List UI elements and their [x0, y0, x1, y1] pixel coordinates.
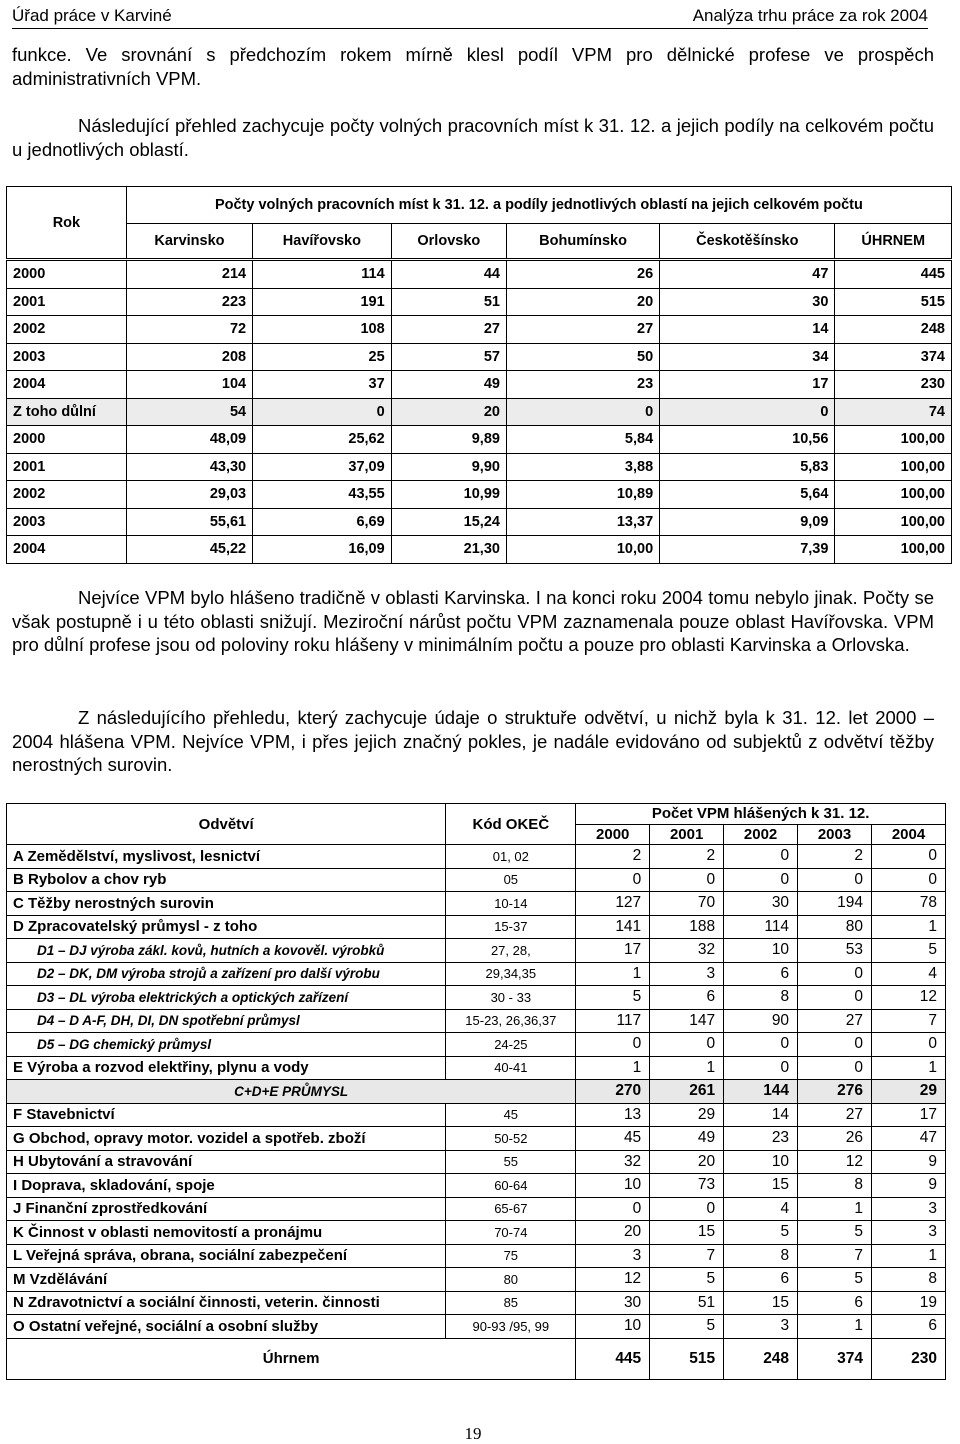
table2-value: 26: [798, 1127, 872, 1151]
table2-value: 1: [650, 1056, 724, 1080]
table1-count-cell: 191: [253, 288, 392, 316]
table1-count-cell: 248: [835, 316, 952, 344]
table2-value: 12: [872, 986, 946, 1010]
table2-sector-name: O Ostatní veřejné, sociální a osobní služby: [7, 1315, 446, 1339]
table2-total-value: 445: [576, 1338, 650, 1379]
table1-share-cell: 15,24: [391, 508, 506, 536]
table1-count-cell: 14: [660, 316, 835, 344]
table1-count-cell: 50: [506, 343, 659, 371]
table2-value: 6: [650, 986, 724, 1010]
table2-odvetvi-header: Odvětví: [7, 804, 446, 845]
table1-share-cell: 6,69: [253, 508, 392, 536]
table2-value: 12: [798, 1150, 872, 1174]
table1-share-cell: 5,83: [660, 453, 835, 481]
table2-value: 45: [576, 1127, 650, 1151]
table2-sector-name: D2 – DK, DM výroba strojů a zařízení pro další výrobu: [7, 962, 446, 986]
table1-share-cell: 55,61: [126, 508, 252, 536]
table2-value: 0: [724, 845, 798, 869]
table2-value: 3: [724, 1315, 798, 1339]
table2-value: 10: [724, 939, 798, 963]
table2-sector-name: D5 – DG chemický průmysl: [7, 1033, 446, 1057]
table2-value: 3: [650, 962, 724, 986]
table2-value: 2: [798, 845, 872, 869]
table1-share-year: 2002: [7, 481, 127, 509]
table2-value: 2: [576, 845, 650, 869]
table2-sector-name: D4 – D A-F, DH, DI, DN spotřební průmysl: [7, 1009, 446, 1033]
table1-count-cell: 49: [391, 371, 506, 399]
table1-share-year: 2000: [7, 426, 127, 454]
table2-value: 29: [650, 1103, 724, 1127]
table2-row: [7, 1315, 946, 1339]
table2-sector-name: D Zpracovatelský průmysl - z toho: [7, 915, 446, 939]
table1-share-row: [7, 453, 952, 481]
table2-total-value: 230: [872, 1338, 946, 1379]
table2-value: 20: [576, 1221, 650, 1245]
table1-count-year: 2003: [7, 343, 127, 371]
table2-sector-name: J Finanční zprostředkování: [7, 1197, 446, 1221]
table2-value: 0: [576, 868, 650, 892]
table2-value: 5: [650, 1268, 724, 1292]
table1-count-cell: 515: [835, 288, 952, 316]
table1-count-cell: 27: [506, 316, 659, 344]
table2-year-header: 2001: [650, 824, 724, 845]
table1-count-cell: 214: [126, 261, 252, 289]
table2-row: [7, 1221, 946, 1245]
table2-value: 5: [798, 1268, 872, 1292]
table1-count-cell: 208: [126, 343, 252, 371]
table2-header-row: [7, 804, 946, 825]
table2-value: 1: [576, 962, 650, 986]
table2-value: 0: [798, 1056, 872, 1080]
header-report-title: Analýza trhu práce za rok 2004: [692, 6, 928, 25]
table2-value: 5: [576, 986, 650, 1010]
table2-value: 141: [576, 915, 650, 939]
table2-value: 1: [872, 915, 946, 939]
table1-count-row: [7, 288, 952, 316]
table1-count-cell: 37: [253, 371, 392, 399]
table2-value: 0: [650, 868, 724, 892]
table2-total-row: [7, 1338, 946, 1379]
table2-value: 6: [724, 962, 798, 986]
table2-sector-name: G Obchod, opravy motor. vozidel a spotřeb. zboží: [7, 1127, 446, 1151]
table1-share-cell: 5,64: [660, 481, 835, 509]
table1-share-cell: 45,22: [126, 536, 252, 564]
table2-sector-name: M Vzdělávání: [7, 1268, 446, 1292]
table2-total-value: 515: [650, 1338, 724, 1379]
table2-value: 270: [576, 1080, 650, 1104]
table1-count-cell: 54: [126, 398, 252, 426]
paragraph-sectors-summary: Z následujícího přehledu, který zachycuje údaje o struktuře odvětví, u nichž byla k 31. 12. let 2000 – 2004 hlášena VPM. Nejvíce VPM, i přes jejich značný pokles, je nadále evidováno od subjektů z odvětví těžby nerostných surovin.: [12, 707, 934, 775]
table2-row: [7, 892, 946, 916]
table2-value: 15: [650, 1221, 724, 1245]
table2-okec-code: 55: [446, 1150, 576, 1174]
table2-sector-name: E Výroba a rozvod elektřiny, plynu a vody: [7, 1056, 446, 1080]
table2-value: 80: [798, 915, 872, 939]
table2-row: [7, 1009, 946, 1033]
table1-share-year: 2003: [7, 508, 127, 536]
table2-sector-name: I Doprava, skladování, spoje: [7, 1174, 446, 1198]
page-number: 19: [464, 1424, 482, 1443]
table1-count-row: [7, 343, 952, 371]
table1-column-header: Havířovsko: [253, 224, 392, 259]
table2-value: 20: [650, 1150, 724, 1174]
table2-total-value: 374: [798, 1338, 872, 1379]
table2-value: 29: [872, 1080, 946, 1104]
table2-value: 5: [724, 1221, 798, 1245]
table2-value: 9: [872, 1174, 946, 1198]
table2-value: 5: [650, 1315, 724, 1339]
table2-value: 4: [872, 962, 946, 986]
table2-value: 2: [650, 845, 724, 869]
table2-value: 70: [650, 892, 724, 916]
header-office: Úřad práce v Karviné: [12, 6, 172, 25]
table1-share-cell: 100,00: [835, 453, 952, 481]
table2-value: 188: [650, 915, 724, 939]
table2-value: 0: [872, 868, 946, 892]
table1-share-cell: 25,62: [253, 426, 392, 454]
table2-okec-code: 40-41: [446, 1056, 576, 1080]
table1-share-year: 2004: [7, 536, 127, 564]
table2-pocet-header: Počet VPM hlášených k 31. 12.: [576, 804, 946, 825]
table2-total-label: Úhrnem: [7, 1338, 576, 1379]
table2-sector-name: N Zdravotnictví a sociální činnosti, veterin. činnosti: [7, 1291, 446, 1315]
table2-okec-code: 01, 02: [446, 845, 576, 869]
table1-share-year: 2001: [7, 453, 127, 481]
table1-share-row: [7, 536, 952, 564]
table2-okec-code: 90-93 /95, 99: [446, 1315, 576, 1339]
table2-value: 144: [724, 1080, 798, 1104]
table1-rok-header: Rok: [7, 187, 127, 259]
table2-value: 114: [724, 915, 798, 939]
table1-share-cell: 9,90: [391, 453, 506, 481]
table1-count-cell: 25: [253, 343, 392, 371]
table2-value: 8: [724, 1244, 798, 1268]
table2-value: 3: [576, 1244, 650, 1268]
table2-value: 0: [872, 845, 946, 869]
table2-value: 5: [872, 939, 946, 963]
table2-okec-code: 29,34,35: [446, 962, 576, 986]
table2-value: 30: [724, 892, 798, 916]
table1-count-cell: 445: [835, 261, 952, 289]
table2-row: [7, 1103, 946, 1127]
table2-value: 3: [872, 1221, 946, 1245]
table2-value: 5: [798, 1221, 872, 1245]
table2-sector-name: F Stavebnictví: [7, 1103, 446, 1127]
table2-okec-code: 15-23, 26,36,37: [446, 1009, 576, 1033]
table1-count-cell: 223: [126, 288, 252, 316]
table1-count-cell: 0: [253, 398, 392, 426]
table1-count-cell: 17: [660, 371, 835, 399]
table2-value: 0: [798, 1033, 872, 1057]
table2-sector-name: C Těžby nerostných surovin: [7, 892, 446, 916]
table2-okec-code: 45: [446, 1103, 576, 1127]
table1-share-cell: 10,99: [391, 481, 506, 509]
table2-value: 1: [798, 1315, 872, 1339]
table2-value: 0: [650, 1033, 724, 1057]
table2-value: 0: [576, 1197, 650, 1221]
table1-share-cell: 100,00: [835, 536, 952, 564]
table1-share-cell: 3,88: [506, 453, 659, 481]
table2-value: 49: [650, 1127, 724, 1151]
table2-value: 51: [650, 1291, 724, 1315]
table1-share-cell: 29,03: [126, 481, 252, 509]
table2-value: 15: [724, 1174, 798, 1198]
table2-row: [7, 1056, 946, 1080]
table2-value: 90: [724, 1009, 798, 1033]
table1-share-row: [7, 508, 952, 536]
table2-sector-name: D1 – DJ výroba zákl. kovů, hutních a kovověl. výrobků: [7, 939, 446, 963]
table2-value: 3: [872, 1197, 946, 1221]
table2-sector-name: C+D+E PRŮMYSL: [7, 1080, 576, 1104]
table2-row: [7, 1127, 946, 1151]
table2-value: 1: [798, 1197, 872, 1221]
table2-row: [7, 1244, 946, 1268]
table2-row: [7, 962, 946, 986]
table2-year-header: 2004: [872, 824, 946, 845]
table1-title-row: [7, 187, 952, 224]
table1-count-row: [7, 261, 952, 289]
table2-value: 32: [650, 939, 724, 963]
table2-okec-code: 80: [446, 1268, 576, 1292]
table2-value: 1: [872, 1056, 946, 1080]
table2-value: 194: [798, 892, 872, 916]
table1-share-cell: 7,39: [660, 536, 835, 564]
table2-okec-code: 10-14: [446, 892, 576, 916]
table2-year-header: 2003: [798, 824, 872, 845]
table2-value: 19: [872, 1291, 946, 1315]
table2-value: 10: [576, 1315, 650, 1339]
table2-row: [7, 1268, 946, 1292]
table1-count-cell: 47: [660, 261, 835, 289]
table1-share-cell: 100,00: [835, 481, 952, 509]
table2-value: 47: [872, 1127, 946, 1151]
table1-count-cell: 108: [253, 316, 392, 344]
table2-sector-name: K Činnost v oblasti nemovitostí a pronájmu: [7, 1221, 446, 1245]
table2-value: 10: [576, 1174, 650, 1198]
table1-count-cell: 51: [391, 288, 506, 316]
table2-row: [7, 1174, 946, 1198]
table1-count-cell: 72: [126, 316, 252, 344]
table1-title: Počty volných pracovních míst k 31. 12. a podíly jednotlivých oblastí na jejich celkovém počtu: [126, 187, 951, 224]
table2-row: [7, 868, 946, 892]
table2-value: 6: [798, 1291, 872, 1315]
table1-count-row: [7, 398, 952, 426]
paragraph-regions-summary: Nejvíce VPM bylo hlášeno tradičně v oblasti Karvinska. I na konci roku 2004 tomu nebylo jinak. Počty se však postupně i u této oblasti snižují. Meziroční nárůst počtu VPM zaznamenala pouze oblast Havířovska. VPM pro důlní profese jsou od poloviny roku hlášeny v minimálním počtu a pouze pro oblasti Karvinska a Orlovska.: [12, 587, 934, 655]
table2-okec-code: 60-64: [446, 1174, 576, 1198]
table1-count-cell: 74: [835, 398, 952, 426]
table2-sector-name: H Ubytování a stravování: [7, 1150, 446, 1174]
table1-count-cell: 114: [253, 261, 392, 289]
table1-count-cell: 0: [660, 398, 835, 426]
table1-share-cell: 43,30: [126, 453, 252, 481]
table1-count-cell: 57: [391, 343, 506, 371]
table2-okec-code: 27, 28,: [446, 939, 576, 963]
table1-count-cell: 44: [391, 261, 506, 289]
table1-share-cell: 9,89: [391, 426, 506, 454]
table1-count-cell: 34: [660, 343, 835, 371]
table2-value: 7: [872, 1009, 946, 1033]
table1-share-row: [7, 426, 952, 454]
table1-count-cell: 26: [506, 261, 659, 289]
table1-column-header: Karvinsko: [126, 224, 252, 259]
table2-value: 6: [872, 1315, 946, 1339]
page-header: [12, 4, 928, 29]
table2-row: [7, 1197, 946, 1221]
table1-count-year: 2004: [7, 371, 127, 399]
table2-row: [7, 915, 946, 939]
table2-value: 32: [576, 1150, 650, 1174]
table2-value: 276: [798, 1080, 872, 1104]
table2-okec-code: 24-25: [446, 1033, 576, 1057]
table2-value: 0: [724, 868, 798, 892]
table2-value: 53: [798, 939, 872, 963]
table1-count-year: Z toho důlní: [7, 398, 127, 426]
table1-share-cell: 13,37: [506, 508, 659, 536]
table2-sector-name: B Rybolov a chov ryb: [7, 868, 446, 892]
table1-column-header: Orlovsko: [391, 224, 506, 259]
table2-row: [7, 1033, 946, 1057]
table1-share-cell: 48,09: [126, 426, 252, 454]
table1-count-cell: 0: [506, 398, 659, 426]
table1-count-year: 2001: [7, 288, 127, 316]
table1-column-header: ÚHRNEM: [835, 224, 952, 259]
table2-value: 9: [872, 1150, 946, 1174]
table2-okec-code: 75: [446, 1244, 576, 1268]
table2-okec-code: 30 - 33: [446, 986, 576, 1010]
table1-count-cell: 27: [391, 316, 506, 344]
table1-count-cell: 20: [506, 288, 659, 316]
table2-value: 8: [724, 986, 798, 1010]
table2-year-header: 2002: [724, 824, 798, 845]
table2-value: 78: [872, 892, 946, 916]
table1-share-cell: 100,00: [835, 426, 952, 454]
table1-count-cell: 230: [835, 371, 952, 399]
table2-value: 27: [798, 1103, 872, 1127]
table2-value: 261: [650, 1080, 724, 1104]
table1-column-header: Bohumínsko: [506, 224, 659, 259]
table1-count-row: [7, 371, 952, 399]
table2-row: [7, 1080, 946, 1104]
table2-value: 0: [798, 868, 872, 892]
table1-count-year: 2000: [7, 261, 127, 289]
table2-total-value: 248: [724, 1338, 798, 1379]
table2-row: [7, 845, 946, 869]
table2-value: 7: [798, 1244, 872, 1268]
table2-sector-name: A Zemědělství, myslivost, lesnictví: [7, 845, 446, 869]
table2-value: 0: [798, 986, 872, 1010]
table2-value: 8: [798, 1174, 872, 1198]
table1-share-cell: 10,56: [660, 426, 835, 454]
table1-share-cell: 9,09: [660, 508, 835, 536]
table2-value: 17: [872, 1103, 946, 1127]
table2-value: 15: [724, 1291, 798, 1315]
paragraph-overview: Následující přehled zachycuje počty volných pracovních míst k 31. 12. a jejich podíly na celkovém počtu u jednotlivých oblastí.: [12, 115, 934, 160]
table1-share-cell: 100,00: [835, 508, 952, 536]
table1-share-cell: 16,09: [253, 536, 392, 564]
table2-value: 0: [724, 1033, 798, 1057]
table2-value: 0: [576, 1033, 650, 1057]
table2-year-header: 2000: [576, 824, 650, 845]
table2-value: 13: [576, 1103, 650, 1127]
table2-okec-code: 15-37: [446, 915, 576, 939]
table2-row: [7, 1291, 946, 1315]
table2-value: 1: [576, 1056, 650, 1080]
table2-value: 117: [576, 1009, 650, 1033]
table2-kod-header: Kód OKEČ: [446, 804, 576, 845]
table2-value: 7: [650, 1244, 724, 1268]
table1-count-cell: 23: [506, 371, 659, 399]
table2-value: 12: [576, 1268, 650, 1292]
paragraph-intro: funkce. Ve srovnání s předchozím rokem mírně klesl podíl VPM pro dělnické profese ve prospěch administrativních VPM.: [12, 44, 934, 89]
table2-value: 27: [798, 1009, 872, 1033]
table2-row: [7, 1150, 946, 1174]
table1-count-row: [7, 316, 952, 344]
vacancies-by-sector-table: [6, 803, 946, 1380]
table1-count-cell: 374: [835, 343, 952, 371]
table2-value: 0: [650, 1197, 724, 1221]
table1-count-year: 2002: [7, 316, 127, 344]
table1-share-cell: 43,55: [253, 481, 392, 509]
table2-sector-name: D3 – DL výroba elektrických a optických zařízení: [7, 986, 446, 1010]
table2-value: 23: [724, 1127, 798, 1151]
table2-value: 6: [724, 1268, 798, 1292]
table2-row: [7, 939, 946, 963]
table1-share-cell: 10,00: [506, 536, 659, 564]
table2-value: 10: [724, 1150, 798, 1174]
table1-column-header-row: [7, 224, 952, 259]
table2-okec-code: 50-52: [446, 1127, 576, 1151]
table1-count-cell: 20: [391, 398, 506, 426]
table2-value: 0: [724, 1056, 798, 1080]
table2-value: 30: [576, 1291, 650, 1315]
table2-okec-code: 05: [446, 868, 576, 892]
table2-okec-code: 70-74: [446, 1221, 576, 1245]
table2-value: 73: [650, 1174, 724, 1198]
table2-value: 0: [798, 962, 872, 986]
table2-value: 0: [872, 1033, 946, 1057]
table1-count-cell: 104: [126, 371, 252, 399]
table2-value: 147: [650, 1009, 724, 1033]
table1-count-cell: 30: [660, 288, 835, 316]
table1-share-cell: 10,89: [506, 481, 659, 509]
table2-value: 17: [576, 939, 650, 963]
table2-value: 127: [576, 892, 650, 916]
table2-value: 1: [872, 1244, 946, 1268]
table2-okec-code: 65-67: [446, 1197, 576, 1221]
table2-value: 14: [724, 1103, 798, 1127]
table1-share-row: [7, 481, 952, 509]
table2-value: 4: [724, 1197, 798, 1221]
table2-sector-name: L Veřejná správa, obrana, sociální zabezpečení: [7, 1244, 446, 1268]
vacancies-by-region-table: [6, 186, 952, 564]
table1-share-cell: 5,84: [506, 426, 659, 454]
table1-column-header: Českotěšínsko: [660, 224, 835, 259]
table1-share-cell: 21,30: [391, 536, 506, 564]
table2-okec-code: 85: [446, 1291, 576, 1315]
table2-row: [7, 986, 946, 1010]
table1-share-cell: 37,09: [253, 453, 392, 481]
table2-value: 8: [872, 1268, 946, 1292]
